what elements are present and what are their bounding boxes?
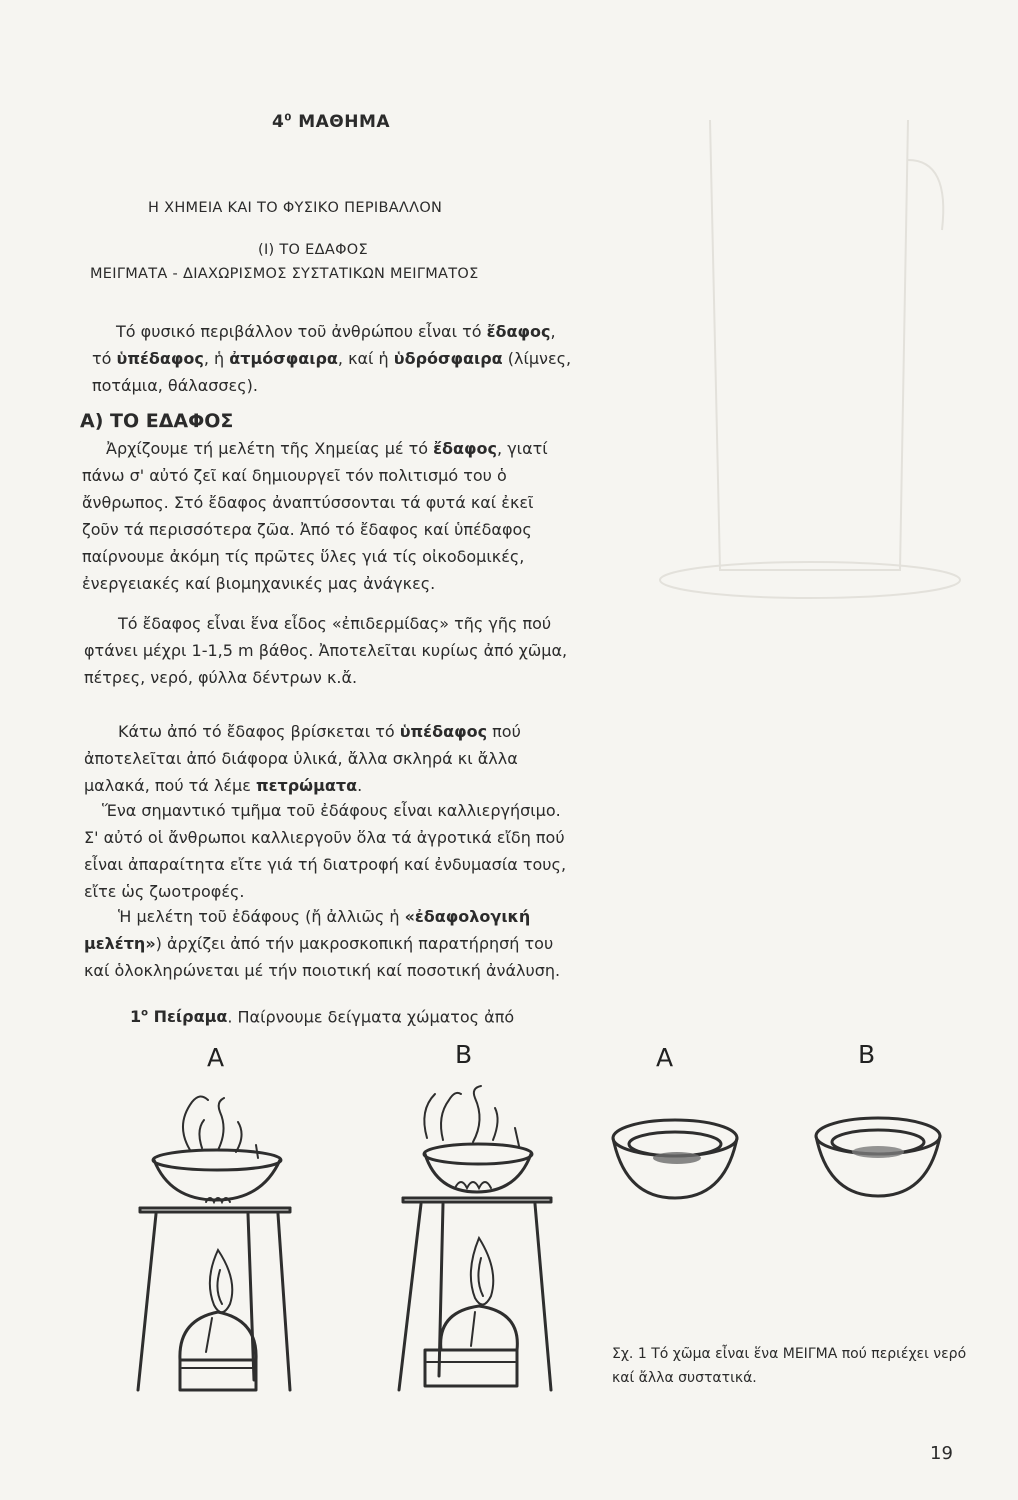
bleed-through-drawing: [680, 100, 940, 620]
figure-label-b: Β: [455, 1040, 473, 1069]
dish-a-drawing: [605, 1110, 745, 1210]
paragraph-5: Ἡ μελέτη τοῦ ἐδάφους (ἤ ἀλλιῶς ἡ «ἐδαφολογική μελέτη») ἀρχίζει ἀπό τήν μακροσκοπική παρατήρησή του καί ὁλοκληρώνεται μέ τήν ποιοτική καί ποσοτική ἀνάλυση.: [84, 907, 561, 980]
topic-heading: ΜΕΙΓΜΑΤΑ - ΔΙΑΧΩΡΙΣΜΟΣ ΣΥΣΤΑΤΙΚΩΝ ΜΕΙΓΜΑΤΟΣ: [90, 266, 479, 282]
subtitle: Η ΧΗΜΕΙΑ ΚΑΙ ΤΟ ΦΥΣΙΚΟ ΠΕΡΙΒΑΛΛΟΝ: [148, 200, 443, 216]
section-heading: Α) ΤΟ ΕΔΑΦΟΣ: [80, 410, 234, 432]
figure-caption: Σχ. 1 Τό χῶμα εἶναι ἕνα ΜΕΙΓΜΑ πού περιέχει νερό καί ἄλλα συστατικά.: [612, 1346, 967, 1386]
heating-setup-b-drawing: [385, 1080, 555, 1400]
chapter-heading: (Ι) ΤΟ ΕΔΑΦΟΣ: [258, 242, 368, 258]
intro-paragraph: Τό φυσικό περιβάλλον τοῦ ἀνθρώπου εἶναι τό ἔδαφος, τό ὑπέδαφος, ἡ ἀτμόσφαιρα, καί ἡ ὑδρόσφαιρα (λίμνες, ποτάμια, θάλασσες).: [92, 322, 572, 395]
heating-setup-a-drawing: [130, 1090, 300, 1400]
paragraph-1: Ἀρχίζουμε τή μελέτη τῆς Χημείας μέ τό ἔδαφος, γιατί πάνω σ' αὐτό ζεῖ καί δημιουργεῖ τόν πολιτισμό του ὁ ἄνθρωπος. Στό ἔδαφος ἀναπτύσσονται τά φυτά καί ἐκεῖ ζοῦν τά περισσότερα ζῶα. Ἀπό τό ἔδαφος καί ὑπέδαφος παίρνουμε ἀκόμη τίς πρῶτες ὕλες γιά τίς οἰκοδομικές, ἐνεργειακές καί βιομηχανικές μας ἀνάγκες.: [82, 439, 548, 593]
paragraph-4: Ἕνα σημαντικό τμῆμα τοῦ ἐδάφους εἶναι καλλιεργήσιμο. Σ' αὐτό οἱ ἄνθρωποι καλλιεργοῦν ὅλα τά ἀγροτικά εἴδη πού εἶναι ἀπαραίτητα εἴτε γιά τή διατροφή καί ἐνδυμασία τους, εἴτε ὡς ζωοτροφές.: [84, 801, 567, 901]
figure-label-a-right: Α: [656, 1043, 674, 1072]
experiment-line: $1^o$ Πείραμα. Παίρνουμε δείγματα χώματος ἀπό: [130, 1007, 515, 1027]
page-number: 19: [930, 1443, 953, 1464]
figure-label-a: Α: [207, 1043, 225, 1072]
dish-b-drawing: [808, 1110, 948, 1210]
paragraph-2: Τό ἔδαφος εἶναι ἕνα εἶδος «ἐπιδερμίδας» τῆς γῆς πού φτάνει μέχρι 1-1,5 m βάθος. Ἀποτελεῖται κυρίως ἀπό χῶμα, πέτρες, νερό, φύλλα δέντρων κ.ἄ.: [84, 614, 568, 687]
figure-label-b-right: Β: [858, 1040, 876, 1069]
paragraph-3: Κάτω ἀπό τό ἔδαφος βρίσκεται τό ὑπέδαφος πού ἀποτελεῖται ἀπό διάφορα ὑλικά, ἄλλα σκληρά κι ἄλλα μαλακά, πού τά λέμε πετρώματα.: [84, 722, 521, 795]
lesson-title: $4^0$ ΜΑΘΗΜΑ: [272, 112, 391, 132]
